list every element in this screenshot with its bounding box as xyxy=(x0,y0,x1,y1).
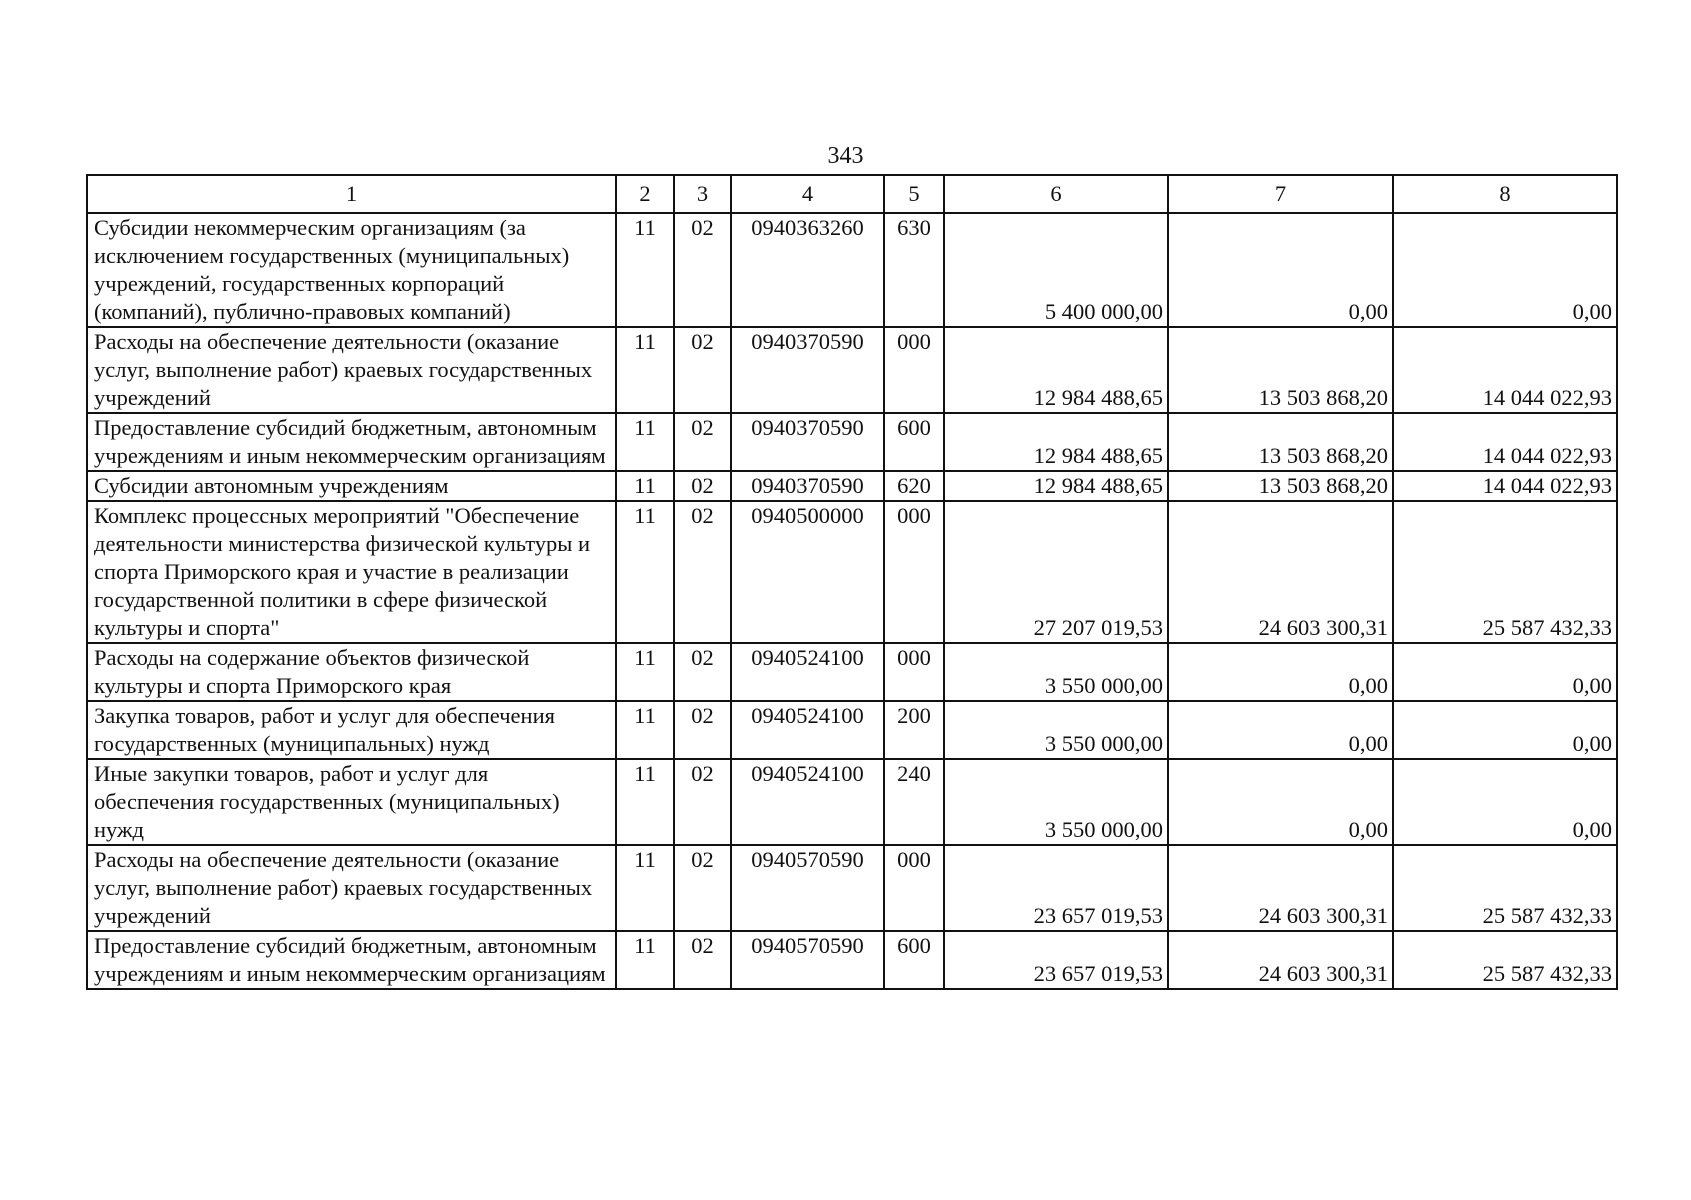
table-row xyxy=(87,501,1617,643)
subsection-code: 02 xyxy=(674,327,731,413)
amount-col-7: 0,00 xyxy=(1168,759,1393,845)
expense-name: Предоставление субсидий бюджетным, автономным учреждениям и иным некоммерческим организациям xyxy=(87,931,616,989)
column-header-8: 8 xyxy=(1393,175,1617,213)
column-header-6: 6 xyxy=(944,175,1168,213)
expense-type-code: 620 xyxy=(884,471,944,501)
expense-name: Расходы на содержание объектов физической культуры и спорта Приморского края xyxy=(87,643,616,701)
amount-col-6: 27 207 019,53 xyxy=(944,501,1168,643)
amount-col-8: 25 587 432,33 xyxy=(1393,931,1617,989)
subsection-code: 02 xyxy=(674,701,731,759)
table-row xyxy=(87,931,1617,989)
target-article-code: 0940570590 xyxy=(731,931,884,989)
table-row xyxy=(87,845,1617,931)
expense-name: Расходы на обеспечение деятельности (оказание услуг, выполнение работ) краевых государственных учреждений xyxy=(87,845,616,931)
subsection-code: 02 xyxy=(674,501,731,643)
column-header-4: 4 xyxy=(731,175,884,213)
amount-col-7: 24 603 300,31 xyxy=(1168,501,1393,643)
amount-col-8: 0,00 xyxy=(1393,759,1617,845)
subsection-code: 02 xyxy=(674,845,731,931)
section-code: 11 xyxy=(616,471,674,501)
expense-name: Субсидии автономным учреждениям xyxy=(87,471,616,501)
amount-col-7: 13 503 868,20 xyxy=(1168,471,1393,501)
amount-col-8: 14 044 022,93 xyxy=(1393,413,1617,471)
section-code: 11 xyxy=(616,701,674,759)
amount-col-7: 13 503 868,20 xyxy=(1168,327,1393,413)
table-row xyxy=(87,643,1617,701)
column-header-7: 7 xyxy=(1168,175,1393,213)
table-row xyxy=(87,701,1617,759)
section-code: 11 xyxy=(616,501,674,643)
amount-col-6: 12 984 488,65 xyxy=(944,327,1168,413)
table-row xyxy=(87,759,1617,845)
column-header-3: 3 xyxy=(674,175,731,213)
table-row xyxy=(87,413,1617,471)
subsection-code: 02 xyxy=(674,931,731,989)
budget-table xyxy=(86,174,1618,990)
section-code: 11 xyxy=(616,327,674,413)
target-article-code: 0940500000 xyxy=(731,501,884,643)
subsection-code: 02 xyxy=(674,759,731,845)
amount-col-6: 23 657 019,53 xyxy=(944,845,1168,931)
target-article-code: 0940370590 xyxy=(731,327,884,413)
subsection-code: 02 xyxy=(674,643,731,701)
target-article-code: 0940524100 xyxy=(731,643,884,701)
expense-type-code: 200 xyxy=(884,701,944,759)
amount-col-8: 14 044 022,93 xyxy=(1393,327,1617,413)
table-row xyxy=(87,213,1617,327)
subsection-code: 02 xyxy=(674,471,731,501)
expense-type-code: 600 xyxy=(884,413,944,471)
expense-name: Закупка товаров, работ и услуг для обеспечения государственных (муниципальных) нужд xyxy=(87,701,616,759)
subsection-code: 02 xyxy=(674,213,731,327)
expense-type-code: 240 xyxy=(884,759,944,845)
amount-col-7: 0,00 xyxy=(1168,701,1393,759)
target-article-code: 0940570590 xyxy=(731,845,884,931)
amount-col-7: 0,00 xyxy=(1168,213,1393,327)
amount-col-7: 13 503 868,20 xyxy=(1168,413,1393,471)
expense-type-code: 630 xyxy=(884,213,944,327)
amount-col-8: 25 587 432,33 xyxy=(1393,845,1617,931)
amount-col-8: 25 587 432,33 xyxy=(1393,501,1617,643)
amount-col-7: 24 603 300,31 xyxy=(1168,931,1393,989)
target-article-code: 0940370590 xyxy=(731,413,884,471)
amount-col-6: 3 550 000,00 xyxy=(944,701,1168,759)
column-number-row xyxy=(87,175,1617,213)
amount-col-6: 3 550 000,00 xyxy=(944,643,1168,701)
amount-col-6: 3 550 000,00 xyxy=(944,759,1168,845)
amount-col-8: 14 044 022,93 xyxy=(1393,471,1617,501)
expense-name: Иные закупки товаров, работ и услуг для обеспечения государственных (муниципальных) нужд xyxy=(87,759,616,845)
column-header-2: 2 xyxy=(616,175,674,213)
expense-name: Расходы на обеспечение деятельности (оказание услуг, выполнение работ) краевых государственных учреждений xyxy=(87,327,616,413)
expense-type-code: 600 xyxy=(884,931,944,989)
section-code: 11 xyxy=(616,413,674,471)
amount-col-8: 0,00 xyxy=(1393,643,1617,701)
section-code: 11 xyxy=(616,643,674,701)
expense-name: Субсидии некоммерческим организациям (за исключением государственных (муниципальных) учреждений, государственных корпораций (компаний), публично-правовых компаний) xyxy=(87,213,616,327)
table-row xyxy=(87,471,1617,501)
amount-col-6: 12 984 488,65 xyxy=(944,471,1168,501)
section-code: 11 xyxy=(616,213,674,327)
section-code: 11 xyxy=(616,845,674,931)
expense-type-code: 000 xyxy=(884,643,944,701)
amount-col-6: 5 400 000,00 xyxy=(944,213,1168,327)
section-code: 11 xyxy=(616,759,674,845)
column-header-5: 5 xyxy=(884,175,944,213)
subsection-code: 02 xyxy=(674,413,731,471)
section-code: 11 xyxy=(616,931,674,989)
page-number: 343 xyxy=(827,143,864,169)
table-row xyxy=(87,327,1617,413)
expense-type-code: 000 xyxy=(884,501,944,643)
target-article-code: 0940524100 xyxy=(731,701,884,759)
column-header-1: 1 xyxy=(87,175,616,213)
amount-col-8: 0,00 xyxy=(1393,701,1617,759)
amount-col-6: 12 984 488,65 xyxy=(944,413,1168,471)
amount-col-8: 0,00 xyxy=(1393,213,1617,327)
target-article-code: 0940370590 xyxy=(731,471,884,501)
target-article-code: 0940363260 xyxy=(731,213,884,327)
amount-col-7: 0,00 xyxy=(1168,643,1393,701)
expense-name: Предоставление субсидий бюджетным, автономным учреждениям и иным некоммерческим организациям xyxy=(87,413,616,471)
target-article-code: 0940524100 xyxy=(731,759,884,845)
amount-col-7: 24 603 300,31 xyxy=(1168,845,1393,931)
expense-type-code: 000 xyxy=(884,327,944,413)
expense-type-code: 000 xyxy=(884,845,944,931)
amount-col-6: 23 657 019,53 xyxy=(944,931,1168,989)
expense-name: Комплекс процессных мероприятий "Обеспечение деятельности министерства физической культуры и спорта Приморского края и участие в реализации государственной политики в сфере физической культуры и спорта" xyxy=(87,501,616,643)
